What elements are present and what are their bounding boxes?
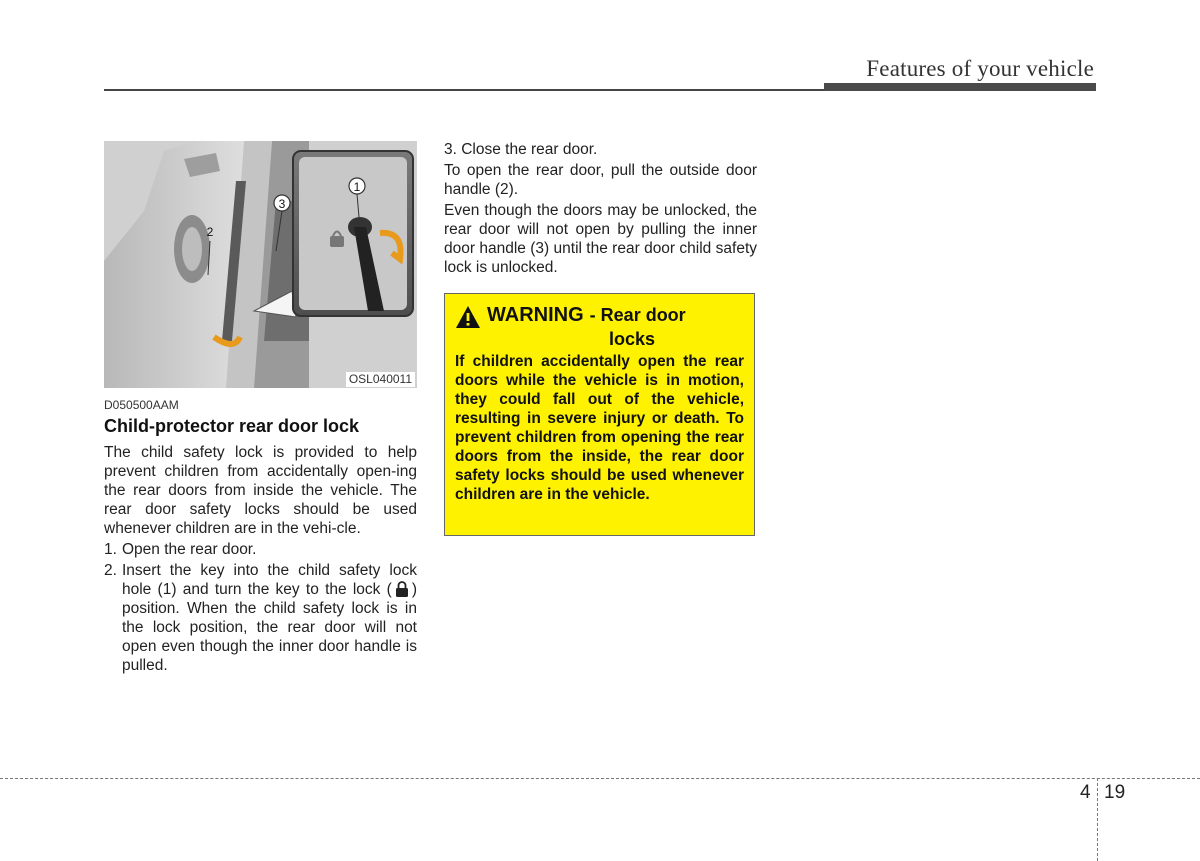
rear-door-lock-illustration bbox=[104, 141, 417, 388]
unlocked-paragraph: Even though the doors may be unlocked, the rear door will not open by pulling the inner door handle (3) until the rear door child safety lock is unlocked. bbox=[444, 202, 757, 276]
warning-body: If children accidentally open the rear doors while the vehicle is in motion, they could fall out of the vehicle, resulting in severe injury or death. To prevent children from opening the rear doors from the inside, the rear door safety locks should be used whenever children are in the vehicle. bbox=[455, 353, 744, 503]
intro-paragraph: The child safety lock is provided to help prevent children from accidentally open-ing the rear doors from inside the vehicle. The rear door safety locks should be used whenever children are in the vehi-cle. bbox=[104, 444, 417, 537]
step-2-text bbox=[122, 561, 417, 675]
footer-rule bbox=[0, 778, 1200, 779]
page-number: 19 bbox=[1104, 782, 1126, 803]
running-header-title: Features of your vehicle bbox=[866, 56, 1094, 81]
warning-title: WARNING bbox=[487, 304, 584, 326]
step-2-text-b: ) position. When the child safety lock is in the lock position, the rear door will not open even though the inner door handle is pulled. bbox=[122, 581, 417, 674]
callout-1: 1 bbox=[353, 180, 361, 194]
left-column-text bbox=[104, 443, 417, 675]
step-1-number: 1. bbox=[104, 541, 117, 558]
step-2 bbox=[104, 561, 417, 675]
step-1 bbox=[104, 540, 417, 559]
step-2-number: 2. bbox=[104, 562, 117, 579]
step-2-text-a: Insert the key into the child safety lock hole (1) and turn the key to the lock ( bbox=[122, 562, 417, 598]
step-1-text: Open the rear door. bbox=[122, 541, 257, 558]
right-column-text bbox=[444, 140, 757, 277]
car-rear-door-illustration-icon bbox=[104, 141, 417, 388]
figure-code: OSL040011 bbox=[346, 372, 415, 387]
chapter-number: 4 bbox=[1080, 782, 1091, 803]
warning-triangle-icon bbox=[455, 305, 481, 329]
warning-subtitle-line2: locks bbox=[609, 329, 656, 349]
lock-icon bbox=[395, 581, 409, 597]
header-rule bbox=[104, 89, 826, 91]
callout-3: 3 bbox=[278, 197, 286, 211]
step-3-text: 3. Close the rear door. bbox=[444, 141, 598, 158]
warning-header bbox=[455, 304, 744, 329]
footer-divider bbox=[1097, 778, 1098, 861]
section-doc-code: D050500AAM bbox=[104, 398, 179, 412]
open-door-paragraph: To open the rear door, pull the outside door handle (2). bbox=[444, 162, 757, 198]
section-title: Child-protector rear door lock bbox=[104, 416, 360, 436]
warning-box bbox=[444, 293, 755, 536]
warning-subtitle: - Rear door bbox=[589, 305, 686, 325]
header-rule-accent bbox=[824, 83, 1096, 91]
callout-2: 2 bbox=[206, 225, 214, 239]
